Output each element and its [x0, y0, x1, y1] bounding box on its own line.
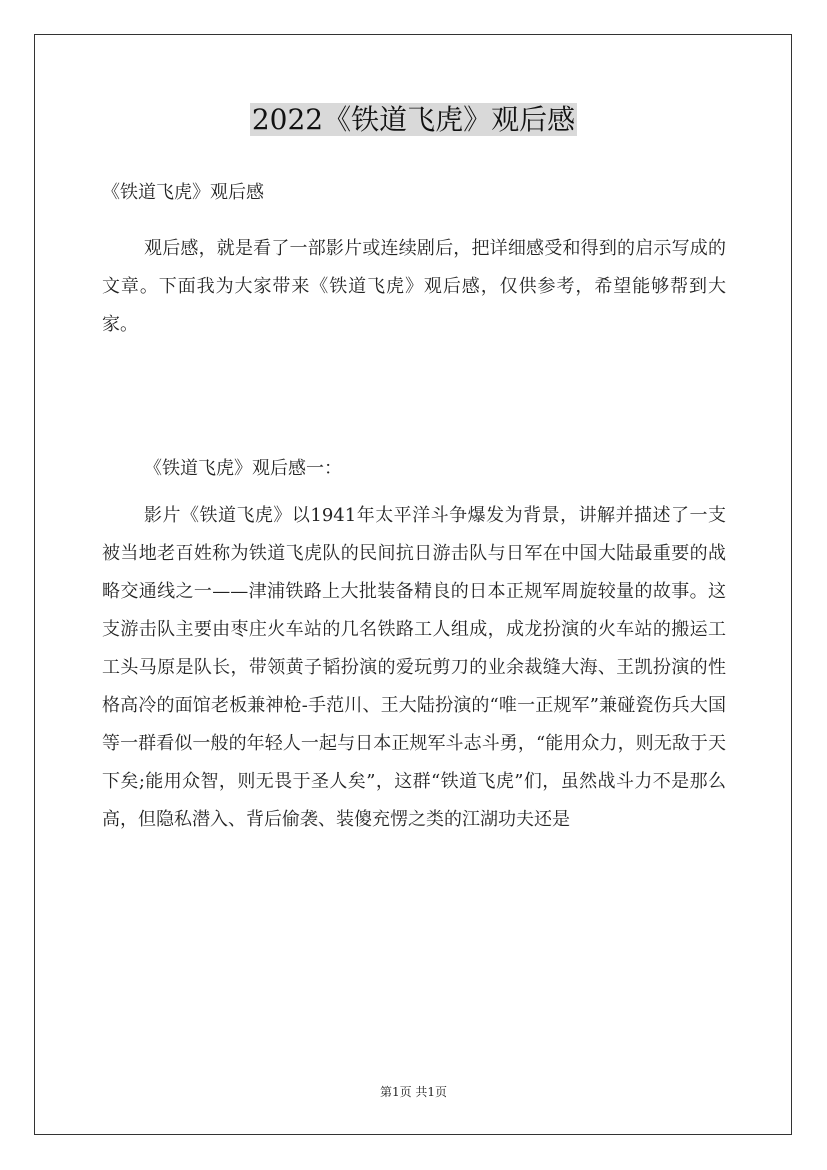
document-subtitle: 《铁道飞虎》观后感	[102, 182, 264, 203]
document-title-text: 2022《铁道飞虎》观后感	[251, 103, 576, 136]
section-heading: 《铁道飞虎》观后感一：	[144, 458, 342, 479]
body-paragraph: 影片《铁道飞虎》以1941年太平洋斗争爆发为背景，讲解并描述了一支被当地老百姓称为铁道飞虎队的民间抗日游击队与日军在中国大陆最重要的战略交通线之一——津浦铁路上大批装备精良的日本正规军周旋较量的故事。这支游击队主要由枣庄火车站的几名铁路工人组成，成龙扮演的火车站的搬运工工头马原是队长，带领黄子韬扮演的爱玩剪刀的业余裁缝大海、王凯扮演的性格高冷的面馆老板兼神枪-手范川、王大陆扮演的“唯一正规军”兼碰瓷伤兵大国等一群看似一般的年轻人一起与日本正规军斗志斗勇，“能用众力，则无敌于天下矣;能用众智，则无畏于圣人矣”，这群“铁道飞虎”们，虽然战斗力不是那么高，但隐私潜入、背后偷袭、装傻充愣之类的江湖功夫还是	[102, 505, 726, 830]
page-footer: 第1页 共1页	[379, 1085, 448, 1099]
document-title	[0, 100, 827, 140]
intro-paragraph: 观后感，就是看了一部影片或连续剧后，把详细感受和得到的启示写成的文章。下面我为大家带来《铁道飞虎》观后感，仅供参考，希望能够帮到大家。	[102, 238, 726, 335]
